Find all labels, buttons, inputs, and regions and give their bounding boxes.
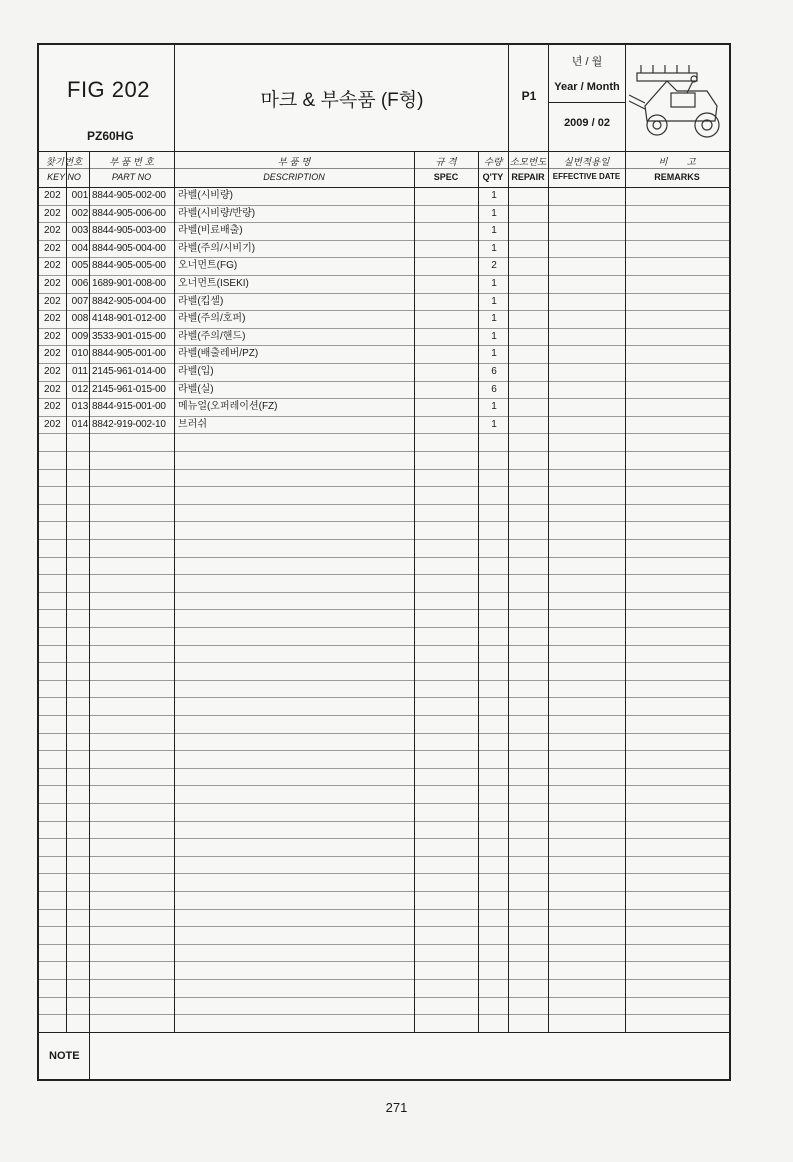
note-label: NOTE [49, 1050, 80, 1062]
description-cell: 라벨(킵셀) [178, 295, 224, 307]
part-number-cell: 8844-915-001-00 [92, 401, 166, 413]
quantity-cell: 1 [491, 418, 497, 430]
key-number-cell: 014 [71, 418, 89, 430]
quantity-cell: 6 [491, 383, 497, 395]
fig-number: FIG 202 [67, 77, 150, 102]
key-number-cell: 008 [71, 313, 89, 325]
key-number-cell: 002 [71, 207, 89, 219]
quantity-cell: 1 [491, 313, 497, 325]
key-number-cell: 010 [71, 348, 89, 360]
quantity-cell: 1 [491, 330, 497, 342]
fig-number-cell: 202 [44, 242, 61, 254]
quantity-cell: 1 [491, 348, 497, 360]
note-row [39, 1032, 729, 1080]
col-key-ko: 찾기번호 [45, 157, 83, 168]
column-line [548, 151, 549, 1032]
key-number-cell: 012 [71, 383, 89, 395]
year-month-ko: 년 / 월 [571, 56, 603, 68]
year-month-value: 2009 / 02 [564, 117, 610, 129]
description-cell: 라벨(주의/핸드) [178, 330, 246, 342]
column-line [508, 151, 509, 1032]
part-number-cell: 8844-905-002-00 [92, 190, 166, 201]
col-remarks-ko: 비 고 [658, 157, 696, 168]
page-title: 마크 & 부속품 (F형) [260, 90, 424, 111]
description-cell: 라벨(주의/시비기) [178, 242, 256, 254]
fig-number-cell: 202 [44, 190, 61, 201]
col-part-ko: 부 품 번 호 [109, 157, 154, 168]
description-cell: 라벨(시비량) [178, 190, 233, 201]
col-part-en: PART NO [111, 172, 152, 182]
col-desc-ko: 부 품 명 [277, 157, 311, 168]
column-line [625, 151, 626, 1032]
description-cell: 라벨(주의/호퍼) [178, 313, 246, 325]
description-cell: 브러쉬 [178, 418, 207, 430]
sheet-header [39, 45, 729, 152]
quantity-cell: 1 [491, 295, 497, 307]
key-number-cell: 001 [71, 190, 89, 201]
col-spec-ko: 규 격 [435, 157, 457, 168]
col-remarks-en: REMARKS [654, 172, 700, 182]
key-number-cell: 007 [71, 295, 89, 307]
page-number: 271 [385, 1100, 408, 1115]
description-cell: 메뉴얼(오퍼레이션(FZ) [178, 401, 278, 413]
fig-number-cell: 202 [44, 330, 61, 342]
fig-number-cell: 202 [44, 401, 61, 413]
description-cell: 라벨(배출레버/PZ) [178, 348, 259, 360]
year-month-rule [549, 102, 625, 103]
part-number-cell: 3533-901-015-00 [92, 330, 166, 342]
column-line [478, 151, 479, 1032]
description-cell: 오너먼트(FG) [178, 260, 238, 272]
key-number-cell: 009 [71, 330, 89, 342]
rice-transplanter-illustration [627, 51, 727, 147]
fig-number-cell: 202 [44, 295, 61, 307]
fig-number-cell: 202 [44, 260, 61, 272]
col-effective-ko: 실번적용일 [563, 157, 610, 168]
note-divider [89, 1033, 90, 1080]
part-number-cell: 1689-901-008-00 [92, 278, 166, 289]
fig-number-cell: 202 [44, 278, 61, 289]
column-line [174, 151, 175, 1032]
col-effective-en: EFFECTIVE DATE [552, 172, 621, 181]
key-number-cell: 006 [71, 278, 89, 289]
quantity-cell: 1 [491, 225, 497, 237]
quantity-cell: 1 [491, 242, 497, 254]
column-line [89, 151, 90, 1032]
col-key-en: KEY NO [47, 172, 81, 182]
col-desc-en: DESCRIPTION [263, 172, 325, 182]
part-number-cell: 4148-901-012-00 [92, 313, 166, 325]
fig-number-cell: 202 [44, 313, 61, 325]
quantity-cell: 1 [491, 190, 497, 201]
description-cell: 라벨(시비량/반량) [178, 207, 256, 219]
year-month-en: Year / Month [554, 81, 620, 93]
fig-number-cell: 202 [44, 207, 61, 219]
description-cell: 라벨(입) [178, 366, 214, 377]
key-number-cell: 005 [71, 260, 89, 272]
quantity-cell: 1 [491, 401, 497, 413]
model-name: PZ60HG [87, 129, 134, 143]
key-number-cell: 004 [71, 242, 89, 254]
fig-number-cell: 202 [44, 225, 61, 237]
part-number-cell: 8844-905-005-00 [92, 260, 166, 272]
fig-number-cell: 202 [44, 383, 61, 395]
fig-number-cell: 202 [44, 366, 61, 377]
part-number-cell: 8844-905-003-00 [92, 225, 166, 237]
part-number-cell: 8842-905-004-00 [92, 295, 166, 307]
quantity-cell: 1 [491, 278, 497, 289]
col-spec-en: SPEC [433, 172, 459, 182]
part-number-cell: 8842-919-002-10 [92, 418, 166, 430]
part-number-cell: 2145-961-014-00 [92, 366, 166, 377]
quantity-cell: 1 [491, 207, 497, 219]
description-cell: 라벨(실) [178, 383, 214, 395]
part-number-cell: 2145-961-015-00 [92, 383, 166, 395]
quantity-cell: 6 [491, 366, 497, 377]
column-line [414, 151, 415, 1032]
key-number-cell: 011 [72, 366, 88, 377]
fig-number-cell: 202 [44, 418, 61, 430]
description-cell: 오너먼트(ISEKI) [178, 278, 249, 289]
fig-number-cell: 202 [44, 348, 61, 360]
quantity-cell: 2 [491, 260, 497, 272]
col-repair-ko: 소모번도 [509, 157, 547, 168]
description-cell: 라벨(비료배출) [178, 225, 243, 237]
column-line [66, 151, 67, 1032]
key-number-cell: 003 [71, 225, 89, 237]
part-number-cell: 8844-905-006-00 [92, 207, 166, 219]
parts-sheet [37, 43, 731, 1081]
key-number-cell: 013 [71, 401, 89, 413]
col-repair-en: REPAIR [511, 172, 545, 182]
col-qty-ko: 수량 [483, 157, 503, 168]
part-number-cell: 8844-905-001-00 [92, 348, 166, 360]
page-label: P1 [521, 89, 537, 103]
header-divider [625, 45, 626, 151]
col-qty-en: Q'TY [482, 172, 504, 182]
part-number-cell: 8844-905-004-00 [92, 242, 166, 254]
